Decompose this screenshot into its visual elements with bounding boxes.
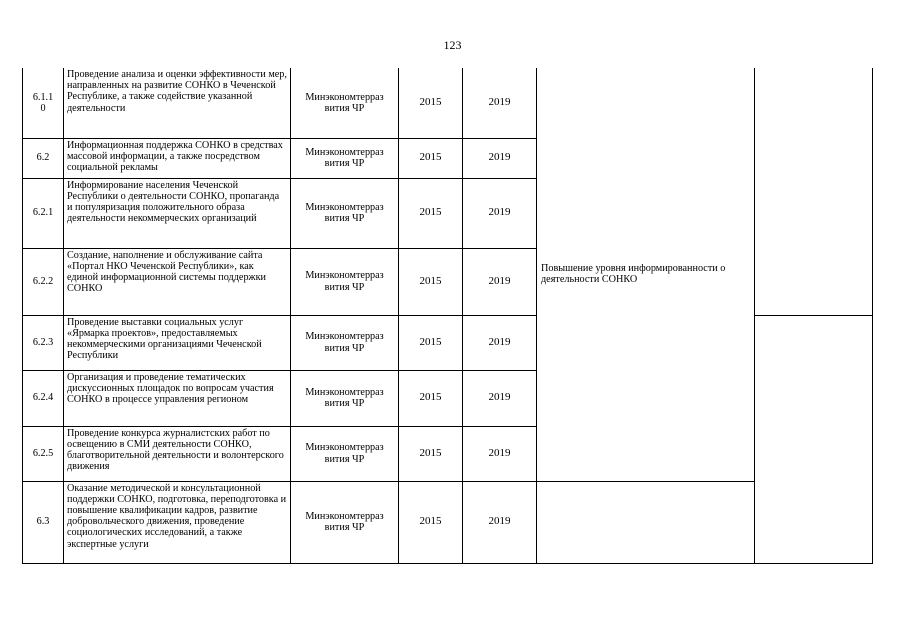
executor: Минэкономтерраз вития ЧР bbox=[291, 138, 399, 178]
row-number: 6.2.4 bbox=[23, 370, 64, 426]
measure-name: Проведение выставки социальных услуг «Ярмарка проектов», предоставляемых некоммерческими организациями Чеченской Республики bbox=[64, 315, 291, 370]
row-number: 6.2.1 bbox=[23, 178, 64, 248]
end-year: 2019 bbox=[463, 138, 537, 178]
row-number: 6.2.2 bbox=[23, 248, 64, 315]
end-year: 2019 bbox=[463, 248, 537, 315]
start-year: 2015 bbox=[399, 426, 463, 481]
row-number: 6.2.5 bbox=[23, 426, 64, 481]
executor: Минэкономтерраз вития ЧР bbox=[291, 248, 399, 315]
table-row bbox=[23, 481, 873, 563]
start-year: 2015 bbox=[399, 178, 463, 248]
page-number: 123 bbox=[443, 38, 462, 52]
end-year: 2019 bbox=[463, 315, 537, 370]
expected-result-empty bbox=[537, 481, 755, 563]
empty-cell bbox=[755, 315, 873, 563]
measure-name: Проведение конкурса журналистских работ по освещению в СМИ деятельности СОНКО, благотворительной деятельности и волонтерского движения bbox=[64, 426, 291, 481]
measure-name: Оказание методической и консультационной поддержки СОНКО, подготовка, переподготовка и повышение квалификации кадров, развитие добровольческого движения, проведение социологических исследований, а также экспертные услуги bbox=[64, 481, 291, 563]
executor: Минэкономтерраз вития ЧР bbox=[291, 315, 399, 370]
measure-name: Проведение анализа и оценки эффективности мер, направленных на развитие СОНКО в Чеченской Республике, а также содействие указанной деятельности bbox=[64, 68, 291, 138]
row-number: 6.2.3 bbox=[23, 315, 64, 370]
start-year: 2015 bbox=[399, 315, 463, 370]
end-year: 2019 bbox=[463, 178, 537, 248]
start-year: 2015 bbox=[399, 248, 463, 315]
end-year: 2019 bbox=[463, 68, 537, 138]
measure-name: Информирование населения Чеченской Республики о деятельности СОНКО, пропаганда и популяризация положительного образа деятельности некоммерческих организаций bbox=[64, 178, 291, 248]
end-year: 2019 bbox=[463, 426, 537, 481]
executor: Минэкономтерраз вития ЧР bbox=[291, 426, 399, 481]
row-number: 6.1.1 0 bbox=[23, 68, 64, 138]
executor: Минэкономтерраз вития ЧР bbox=[291, 370, 399, 426]
end-year: 2019 bbox=[463, 370, 537, 426]
measure-name: Организация и проведение тематических дискуссионных площадок по вопросам участия СОНКО в процессе управления регионом bbox=[64, 370, 291, 426]
measure-name: Создание, наполнение и обслуживание сайта «Портал НКО Чеченской Республики», как единой информационной системы поддержки СОНКО bbox=[64, 248, 291, 315]
empty-cell bbox=[755, 68, 873, 315]
start-year: 2015 bbox=[399, 370, 463, 426]
end-year: 2019 bbox=[463, 481, 537, 563]
expected-result: Повышение уровня информированности о деятельности СОНКО bbox=[537, 68, 755, 481]
executor: Минэкономтерраз вития ЧР bbox=[291, 481, 399, 563]
measure-name: Информационная поддержка СОНКО в средствах массовой информации, а также посредством социальной рекламы bbox=[64, 138, 291, 178]
table-row bbox=[23, 68, 873, 138]
executor: Минэкономтерраз вития ЧР bbox=[291, 68, 399, 138]
program-table bbox=[22, 68, 873, 564]
executor: Минэкономтерраз вития ЧР bbox=[291, 178, 399, 248]
row-number: 6.2 bbox=[23, 138, 64, 178]
start-year: 2015 bbox=[399, 68, 463, 138]
start-year: 2015 bbox=[399, 138, 463, 178]
start-year: 2015 bbox=[399, 481, 463, 563]
row-number: 6.3 bbox=[23, 481, 64, 563]
